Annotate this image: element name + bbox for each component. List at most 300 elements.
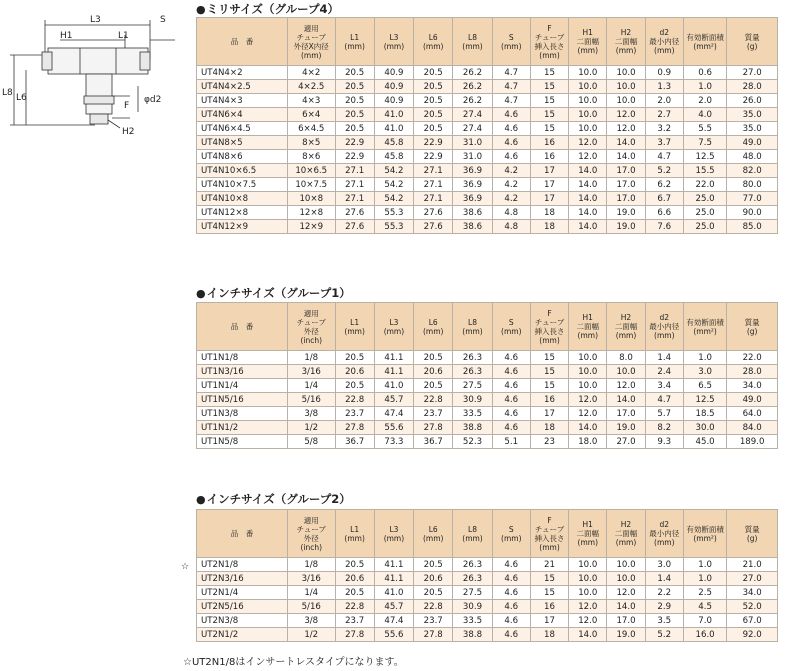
value-cell: 47.4 [374, 407, 413, 421]
value-cell: 33.5 [453, 614, 492, 628]
value-cell: 1.4 [645, 351, 683, 365]
value-cell: 41.1 [374, 572, 413, 586]
part-number-cell: UT4N4×3 [197, 94, 288, 108]
value-cell: 48.0 [727, 150, 778, 164]
value-cell: 26.2 [453, 66, 492, 80]
value-cell: 22.8 [414, 393, 453, 407]
header-h2: H2 二面幅 (mm) [607, 18, 645, 66]
value-cell: 10.0 [569, 108, 607, 122]
value-cell: 23.7 [335, 614, 374, 628]
header-s: S (mm) [492, 18, 530, 66]
header-area: 有効断面積 (mm²) [683, 303, 726, 351]
value-cell: 20.6 [414, 572, 453, 586]
header-area: 有効断面積 (mm²) [683, 18, 726, 66]
value-cell: 4×3 [287, 94, 335, 108]
value-cell: 41.0 [374, 586, 413, 600]
value-cell: 20.6 [335, 365, 374, 379]
value-cell: 16 [530, 600, 568, 614]
value-cell: 27.1 [335, 164, 374, 178]
table-row [197, 393, 778, 407]
value-cell: 10.0 [607, 365, 645, 379]
value-cell: 4.7 [492, 80, 530, 94]
value-cell: 4.6 [492, 379, 530, 393]
value-cell: 36.9 [453, 178, 492, 192]
value-cell: 26.3 [453, 558, 492, 572]
value-cell: 10.0 [607, 94, 645, 108]
header-mass: 質量 (g) [727, 510, 778, 558]
value-cell: 20.5 [335, 94, 374, 108]
value-cell: 20.5 [335, 379, 374, 393]
table-row [197, 150, 778, 164]
value-cell: 5/8 [287, 435, 335, 449]
header-d2: d2 最小内径 (mm) [645, 303, 683, 351]
value-cell: 18 [530, 628, 568, 642]
value-cell: 22.0 [683, 178, 726, 192]
value-cell: 20.5 [335, 122, 374, 136]
value-cell: 17.0 [607, 164, 645, 178]
spec-table-group1 [196, 302, 778, 449]
part-number-cell: UT2N1/2 [197, 628, 288, 642]
value-cell: 15 [530, 365, 568, 379]
value-cell: 4.7 [492, 66, 530, 80]
value-cell: 27.8 [414, 421, 453, 435]
part-number-cell: UT2N1/8 [197, 558, 288, 572]
value-cell: 54.2 [374, 164, 413, 178]
value-cell: 25.0 [683, 206, 726, 220]
part-number-cell: UT4N12×9 [197, 220, 288, 234]
value-cell: 10.0 [569, 379, 607, 393]
value-cell: 41.0 [374, 108, 413, 122]
value-cell: 189.0 [727, 435, 778, 449]
value-cell: 33.5 [453, 407, 492, 421]
value-cell: 4.7 [645, 150, 683, 164]
value-cell: 12.0 [607, 379, 645, 393]
value-cell: 4.2 [492, 192, 530, 206]
value-cell: 4.8 [492, 220, 530, 234]
value-cell: 14.0 [569, 421, 607, 435]
value-cell: 26.2 [453, 94, 492, 108]
section-title-group2: ●インチサイズ（グループ2） [196, 492, 351, 506]
value-cell: 4.6 [492, 614, 530, 628]
value-cell: 20.5 [414, 66, 453, 80]
label-f: F [124, 101, 130, 111]
value-cell: 41.0 [374, 122, 413, 136]
value-cell: 30.9 [453, 600, 492, 614]
value-cell: 1.0 [683, 80, 726, 94]
value-cell: 41.1 [374, 558, 413, 572]
header-s: S (mm) [492, 303, 530, 351]
value-cell: 10×6.5 [287, 164, 335, 178]
value-cell: 4.6 [492, 628, 530, 642]
table-row [197, 108, 778, 122]
value-cell: 4.6 [492, 421, 530, 435]
header-mass: 質量 (g) [727, 303, 778, 351]
value-cell: 1.0 [683, 351, 726, 365]
header-l1: L1 (mm) [335, 510, 374, 558]
value-cell: 10.0 [607, 66, 645, 80]
value-cell: 41.1 [374, 365, 413, 379]
value-cell: 4.6 [492, 136, 530, 150]
value-cell: 23.7 [414, 614, 453, 628]
tee-fitting-diagram [0, 0, 190, 150]
value-cell: 27.5 [453, 379, 492, 393]
header-f: F チューブ 挿入長さ (mm) [530, 18, 568, 66]
value-cell: 8.0 [607, 351, 645, 365]
value-cell: 12.0 [569, 614, 607, 628]
value-cell: 45.8 [374, 150, 413, 164]
value-cell: 4.6 [492, 407, 530, 421]
header-mass: 質量 (g) [727, 18, 778, 66]
header-f: F チューブ 挿入長さ (mm) [530, 510, 568, 558]
value-cell: 82.0 [727, 164, 778, 178]
table-row [197, 558, 778, 572]
header-tube: 適用 チューブ 外径X内径 (mm) [287, 18, 335, 66]
header-l3: L3 (mm) [374, 18, 413, 66]
part-number-cell: UT1N5/8 [197, 435, 288, 449]
part-number-cell: UT4N8×6 [197, 150, 288, 164]
header-d2: d2 最小内径 (mm) [645, 510, 683, 558]
value-cell: 27.1 [414, 164, 453, 178]
table-row [197, 220, 778, 234]
value-cell: 10.0 [569, 586, 607, 600]
value-cell: 55.3 [374, 206, 413, 220]
value-cell: 27.6 [414, 220, 453, 234]
footnote: ☆UT2N1/8はインサートレスタイプになります。 [183, 657, 404, 668]
value-cell: 27.0 [727, 66, 778, 80]
value-cell: 54.2 [374, 192, 413, 206]
value-cell: 4.6 [492, 150, 530, 164]
value-cell: 3.4 [645, 379, 683, 393]
table-row [197, 435, 778, 449]
value-cell: 85.0 [727, 220, 778, 234]
table-row [197, 80, 778, 94]
value-cell: 3.0 [645, 558, 683, 572]
table-row [197, 66, 778, 80]
value-cell: 25.0 [683, 220, 726, 234]
value-cell: 20.6 [414, 365, 453, 379]
part-number-cell: UT4N12×8 [197, 206, 288, 220]
value-cell: 20.5 [335, 558, 374, 572]
value-cell: 4.6 [492, 365, 530, 379]
value-cell: 38.8 [453, 628, 492, 642]
value-cell: 10.0 [569, 351, 607, 365]
value-cell: 4.7 [645, 393, 683, 407]
table-row [197, 192, 778, 206]
value-cell: 12.0 [607, 586, 645, 600]
value-cell: 4.7 [492, 94, 530, 108]
value-cell: 1.0 [683, 572, 726, 586]
value-cell: 4.6 [492, 600, 530, 614]
value-cell: 26.2 [453, 80, 492, 94]
value-cell: 10.0 [607, 80, 645, 94]
value-cell: 27.1 [414, 192, 453, 206]
value-cell: 15 [530, 80, 568, 94]
value-cell: 8×5 [287, 136, 335, 150]
value-cell: 7.5 [683, 136, 726, 150]
section-title-group4: ●ミリサイズ（グループ4） [196, 2, 340, 16]
value-cell: 3/16 [287, 365, 335, 379]
value-cell: 0.6 [683, 66, 726, 80]
value-cell: 23 [530, 435, 568, 449]
value-cell: 18 [530, 421, 568, 435]
value-cell: 4.0 [683, 108, 726, 122]
header-l8: L8 (mm) [453, 303, 492, 351]
value-cell: 20.5 [335, 66, 374, 80]
value-cell: 4.5 [683, 600, 726, 614]
header-l1: L1 (mm) [335, 18, 374, 66]
value-cell: 12×9 [287, 220, 335, 234]
value-cell: 14.0 [569, 164, 607, 178]
value-cell: 36.9 [453, 192, 492, 206]
value-cell: 19.0 [607, 628, 645, 642]
value-cell: 3.0 [683, 365, 726, 379]
value-cell: 26.3 [453, 572, 492, 586]
value-cell: 3/16 [287, 572, 335, 586]
value-cell: 15 [530, 94, 568, 108]
value-cell: 6.6 [645, 206, 683, 220]
value-cell: 80.0 [727, 178, 778, 192]
value-cell: 22.9 [335, 150, 374, 164]
header-f: F チューブ 挿入長さ (mm) [530, 303, 568, 351]
value-cell: 55.3 [374, 220, 413, 234]
value-cell: 6.7 [645, 192, 683, 206]
part-number-cell: UT4N10×8 [197, 192, 288, 206]
table-row [197, 94, 778, 108]
value-cell: 38.8 [453, 421, 492, 435]
part-number-cell: UT2N3/8 [197, 614, 288, 628]
header-part-number: 品 番 [197, 18, 288, 66]
value-cell: 30.9 [453, 393, 492, 407]
value-cell: 1/4 [287, 379, 335, 393]
value-cell: 15 [530, 122, 568, 136]
label-l3: L3 [90, 15, 101, 25]
table-row [197, 178, 778, 192]
value-cell: 2.7 [645, 108, 683, 122]
value-cell: 1.4 [645, 572, 683, 586]
value-cell: 20.5 [414, 586, 453, 600]
value-cell: 2.0 [683, 94, 726, 108]
value-cell: 36.9 [453, 164, 492, 178]
value-cell: 27.6 [414, 206, 453, 220]
header-l3: L3 (mm) [374, 303, 413, 351]
table-row [197, 586, 778, 600]
value-cell: 2.0 [645, 94, 683, 108]
value-cell: 22.8 [414, 600, 453, 614]
value-cell: 36.7 [414, 435, 453, 449]
part-number-cell: UT2N5/16 [197, 600, 288, 614]
value-cell: 38.6 [453, 206, 492, 220]
value-cell: 1/2 [287, 421, 335, 435]
value-cell: 10.0 [569, 80, 607, 94]
value-cell: 4.6 [492, 122, 530, 136]
value-cell: 5.7 [645, 407, 683, 421]
value-cell: 4.6 [492, 393, 530, 407]
value-cell: 27.6 [335, 206, 374, 220]
value-cell: 27.8 [335, 421, 374, 435]
label-d2: φd2 [144, 95, 162, 105]
value-cell: 19.0 [607, 421, 645, 435]
value-cell: 10.0 [569, 365, 607, 379]
value-cell: 28.0 [727, 365, 778, 379]
value-cell: 40.9 [374, 66, 413, 80]
value-cell: 4.6 [492, 351, 530, 365]
part-number-cell: UT4N10×6.5 [197, 164, 288, 178]
value-cell: 3/8 [287, 407, 335, 421]
value-cell: 55.6 [374, 421, 413, 435]
value-cell: 0.9 [645, 66, 683, 80]
value-cell: 28.0 [727, 80, 778, 94]
header-l6: L6 (mm) [414, 510, 453, 558]
table-row [197, 600, 778, 614]
value-cell: 12×8 [287, 206, 335, 220]
value-cell: 84.0 [727, 421, 778, 435]
part-number-cell: UT1N5/16 [197, 393, 288, 407]
value-cell: 18 [530, 220, 568, 234]
header-l8: L8 (mm) [453, 18, 492, 66]
header-area: 有効断面積 (mm²) [683, 510, 726, 558]
value-cell: 64.0 [727, 407, 778, 421]
table-row [197, 421, 778, 435]
header-h1: H1 二面幅 (mm) [569, 303, 607, 351]
value-cell: 20.5 [414, 351, 453, 365]
part-number-cell: UT1N1/4 [197, 379, 288, 393]
value-cell: 12.5 [683, 393, 726, 407]
value-cell: 27.1 [335, 178, 374, 192]
table-row [197, 572, 778, 586]
value-cell: 67.0 [727, 614, 778, 628]
value-cell: 20.5 [414, 94, 453, 108]
header-l6: L6 (mm) [414, 18, 453, 66]
header-part-number: 品 番 [197, 510, 288, 558]
value-cell: 6.5 [683, 379, 726, 393]
spec-table-group4 [196, 17, 778, 234]
part-number-cell: UT4N6×4 [197, 108, 288, 122]
value-cell: 22.0 [727, 351, 778, 365]
part-number-cell: UT1N1/8 [197, 351, 288, 365]
value-cell: 12.0 [569, 136, 607, 150]
table-row [197, 136, 778, 150]
value-cell: 4.6 [492, 558, 530, 572]
value-cell: 45.8 [374, 136, 413, 150]
value-cell: 1/2 [287, 628, 335, 642]
value-cell: 10.0 [607, 572, 645, 586]
value-cell: 21 [530, 558, 568, 572]
value-cell: 10×7.5 [287, 178, 335, 192]
value-cell: 45.7 [374, 393, 413, 407]
header-s: S (mm) [492, 510, 530, 558]
value-cell: 27.0 [727, 572, 778, 586]
value-cell: 45.7 [374, 600, 413, 614]
part-number-cell: UT1N3/8 [197, 407, 288, 421]
header-h1: H1 二面幅 (mm) [569, 510, 607, 558]
value-cell: 17 [530, 164, 568, 178]
header-tube: 適用 チューブ 外径 (inch) [287, 303, 335, 351]
value-cell: 4.2 [492, 178, 530, 192]
value-cell: 23.7 [335, 407, 374, 421]
header-l6: L6 (mm) [414, 303, 453, 351]
value-cell: 17 [530, 614, 568, 628]
value-cell: 1/4 [287, 586, 335, 600]
value-cell: 16 [530, 393, 568, 407]
part-number-cell: UT1N1/2 [197, 421, 288, 435]
value-cell: 5.2 [645, 164, 683, 178]
part-number-cell: UT4N4×2.5 [197, 80, 288, 94]
value-cell: 27.8 [335, 628, 374, 642]
value-cell: 54.2 [374, 178, 413, 192]
part-number-cell: UT4N4×2 [197, 66, 288, 80]
value-cell: 12.0 [569, 393, 607, 407]
value-cell: 1.3 [645, 80, 683, 94]
value-cell: 90.0 [727, 206, 778, 220]
value-cell: 15 [530, 66, 568, 80]
value-cell: 4.6 [492, 586, 530, 600]
value-cell: 27.8 [414, 628, 453, 642]
value-cell: 17.0 [607, 192, 645, 206]
table-row [197, 614, 778, 628]
value-cell: 19.0 [607, 206, 645, 220]
header-tube: 適用 チューブ 外径 (inch) [287, 510, 335, 558]
value-cell: 41.1 [374, 351, 413, 365]
value-cell: 26.0 [727, 94, 778, 108]
value-cell: 20.5 [335, 586, 374, 600]
table-row [197, 365, 778, 379]
value-cell: 2.9 [645, 600, 683, 614]
value-cell: 17.0 [607, 407, 645, 421]
value-cell: 17.0 [607, 614, 645, 628]
part-number-cell: UT1N3/16 [197, 365, 288, 379]
table-row [197, 379, 778, 393]
value-cell: 4.6 [492, 572, 530, 586]
star-mark: ☆ [181, 562, 190, 572]
header-h2: H2 二面幅 (mm) [607, 510, 645, 558]
value-cell: 27.1 [414, 178, 453, 192]
value-cell: 14.0 [569, 178, 607, 192]
value-cell: 34.0 [727, 586, 778, 600]
header-h1: H1 二面幅 (mm) [569, 18, 607, 66]
part-number-cell: UT4N6×4.5 [197, 122, 288, 136]
value-cell: 18 [530, 206, 568, 220]
value-cell: 12.0 [607, 108, 645, 122]
value-cell: 5.1 [492, 435, 530, 449]
value-cell: 20.5 [414, 80, 453, 94]
label-l8: L8 [2, 88, 13, 98]
value-cell: 27.4 [453, 108, 492, 122]
value-cell: 49.0 [727, 393, 778, 407]
value-cell: 3/8 [287, 614, 335, 628]
value-cell: 12.0 [569, 600, 607, 614]
value-cell: 18.5 [683, 407, 726, 421]
value-cell: 31.0 [453, 136, 492, 150]
value-cell: 25.0 [683, 192, 726, 206]
value-cell: 27.4 [453, 122, 492, 136]
value-cell: 4.2 [492, 164, 530, 178]
value-cell: 20.5 [414, 379, 453, 393]
value-cell: 20.5 [335, 80, 374, 94]
value-cell: 9.3 [645, 435, 683, 449]
value-cell: 10.0 [569, 122, 607, 136]
value-cell: 12.5 [683, 150, 726, 164]
section-title-group1: ●インチサイズ（グループ1） [196, 286, 351, 300]
value-cell: 12.0 [569, 150, 607, 164]
table-row [197, 164, 778, 178]
value-cell: 20.5 [414, 558, 453, 572]
value-cell: 52.0 [727, 600, 778, 614]
value-cell: 38.6 [453, 220, 492, 234]
value-cell: 10×8 [287, 192, 335, 206]
value-cell: 14.0 [569, 192, 607, 206]
value-cell: 1/8 [287, 351, 335, 365]
value-cell: 10.0 [607, 558, 645, 572]
